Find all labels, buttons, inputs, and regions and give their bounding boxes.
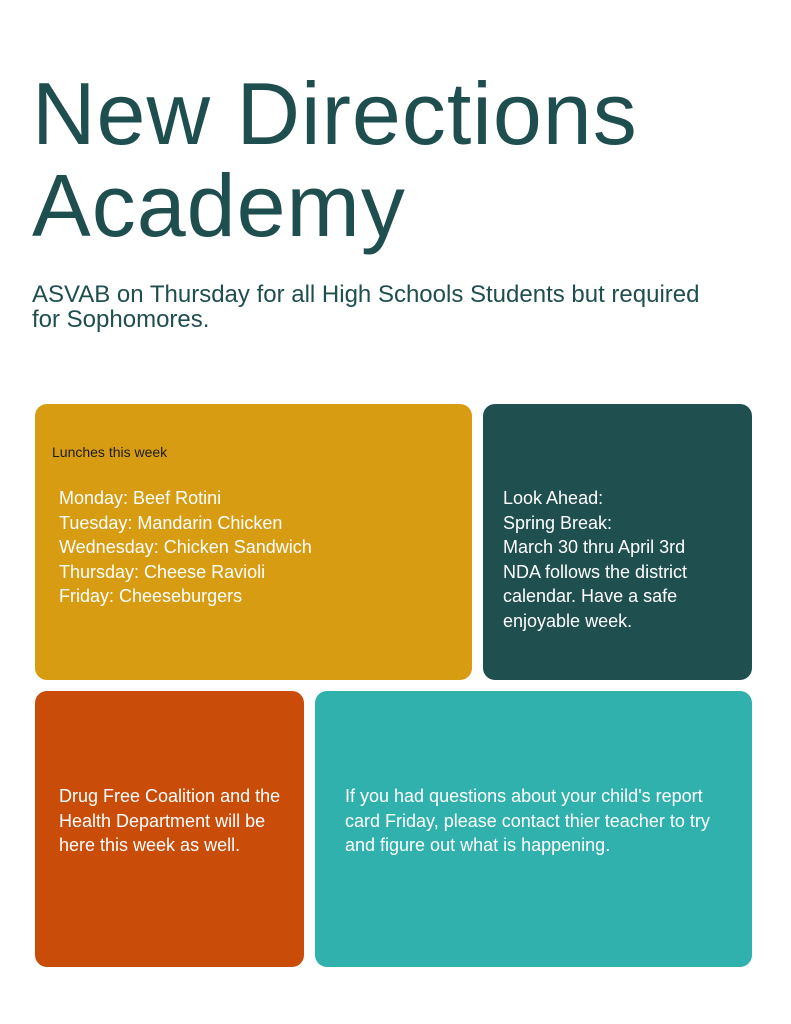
lunch-item-wednesday: Wednesday: Chicken Sandwich — [59, 537, 312, 557]
title-line-2: Academy — [32, 156, 406, 255]
drug-free-card — [35, 691, 304, 967]
lunch-card — [35, 404, 472, 680]
report-card-text: If you had questions about your child's report card Friday, please contact thier teacher to try and figure out what is happening. — [345, 786, 710, 855]
look-ahead-line: Look Ahead: — [503, 488, 604, 508]
lunch-heading: Lunches this week — [52, 444, 168, 460]
look-ahead-card — [483, 404, 752, 680]
lunch-item-thursday: Thursday: Cheese Ravioli — [59, 561, 266, 582]
lunch-item-monday: Monday: Beef Rotini — [59, 488, 222, 508]
look-ahead-line: NDA follows the district — [503, 561, 688, 582]
look-ahead-line: enjoyable week. — [503, 610, 633, 631]
lunch-item-tuesday: Tuesday: Mandarin Chicken — [59, 512, 283, 533]
report-card-notice — [315, 691, 752, 967]
asvab-announcement: ASVAB on Thursday for all High Schools Students but required for Sophomores. — [32, 281, 700, 333]
look-ahead-line: Spring Break: — [503, 512, 613, 533]
lunch-item-friday: Friday: Cheeseburgers — [59, 586, 243, 606]
look-ahead-text — [503, 486, 687, 633]
lunch-menu-list — [59, 486, 312, 609]
look-ahead-line: March 30 thru April 3rd — [503, 537, 686, 557]
page-title — [32, 64, 638, 255]
look-ahead-line: calendar. Have a safe — [503, 586, 678, 606]
title-line-1: New Directions — [32, 64, 638, 163]
drug-free-text: Drug Free Coalition and the Health Department will be here this week as well. — [59, 786, 281, 855]
